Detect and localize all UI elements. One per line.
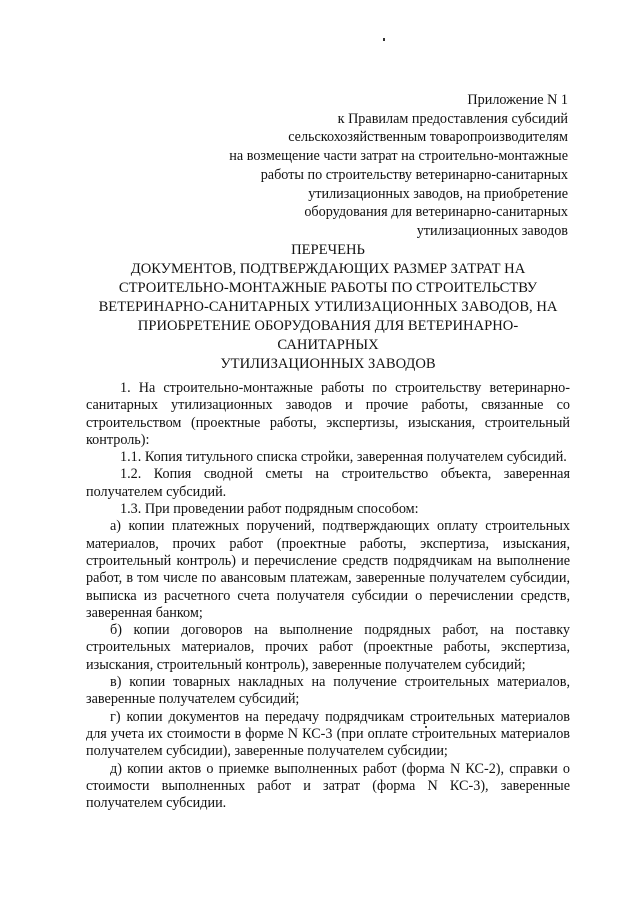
- document-body: [86, 380, 570, 812]
- appendix-line: сельскохозяйственным товаропроизводителям: [288, 129, 568, 146]
- item-1: 1. На строительно-монтажные работы по строительству ветеринарно-санитарных утилизационных заводов и прочие работы, связанные со строительством (проектные работы, экспертизы, изыскания, строительный контроль):: [86, 380, 570, 448]
- appendix-line: Приложение N 1: [467, 92, 568, 108]
- item-1-3: 1.3. При проведении работ подрядным способом:: [120, 501, 419, 518]
- item-b: б) копии договоров на выполнение подрядных работ, на поставку строительных материалов, прочих работ (проектные работы, экспертиза, изыскания, строительный контроль), заверенные получателем субсидий;: [86, 622, 570, 673]
- appendix-line: работы по строительству ветеринарно-санитарных: [260, 166, 568, 183]
- item-1-1: 1.1. Копия титульного списка стройки, заверенная получателем субсидий.: [120, 449, 567, 466]
- item-g: г) копии документов на передачу подрядчикам строительных материалов для учета их стоимости в форме N КС-3 (при оплате строительных материалов получателем субсидии), заверенные получателем субсидии;: [86, 708, 570, 760]
- appendix-block: [168, 91, 568, 241]
- item-d: д) копии актов о приемке выполненных работ (форма N КС-2), справки о стоимости выполненных работ и затрат (форма N КС-3), заверенные получателем субсидии.: [86, 760, 570, 812]
- document-title: [66, 241, 590, 374]
- item-v: в) копии товарных накладных на получение строительных материалов, заверенные получателем субсидий;: [86, 674, 570, 708]
- title-line: ПРИОБРЕТЕНИЕ ОБОРУДОВАНИЯ ДЛЯ ВЕТЕРИНАРНО-: [137, 318, 519, 334]
- appendix-line: оборудования для ветеринарно-санитарных: [304, 204, 568, 221]
- appendix-line: к Правилам предоставления субсидий: [337, 110, 568, 127]
- title-line: ДОКУМЕНТОВ, ПОДТВЕРЖДАЮЩИХ РАЗМЕР ЗАТРАТ НА: [130, 261, 526, 277]
- title-line: УТИЛИЗАЦИОННЫХ ЗАВОДОВ: [220, 356, 436, 372]
- title-line: САНИТАРНЫХ: [277, 337, 379, 353]
- appendix-line: утилизационных заводов, на приобретение: [308, 185, 568, 202]
- scan-speck: [383, 38, 385, 41]
- item-1-2: 1.2. Копия сводной сметы на строительство объекта, заверенная получателем субсидий.: [86, 466, 570, 500]
- title-line: СТРОИТЕЛЬНО-МОНТАЖНЫЕ РАБОТЫ ПО СТРОИТЕЛЬСТВУ: [118, 280, 538, 296]
- appendix-line: на возмещение части затрат на строительно-монтажные: [229, 148, 568, 165]
- item-a: а) копии платежных поручений, подтверждающих оплату строительных материалов, прочих работ (проектные работы, экспертиза, изыскания, строительный контроль) и перечисление средств подрядчикам на выполнение работ, в том числе по авансовым платежам, заверенные получателем субсидии, выписка из расчетного счета получателя субсидии о перечислении средств, заверенная банком;: [86, 518, 570, 621]
- title-line: ПЕРЕЧЕНЬ: [291, 242, 365, 258]
- title-line: ВЕТЕРИНАРНО-САНИТАРНЫХ УТИЛИЗАЦИОННЫХ ЗАВОДОВ, НА: [98, 299, 558, 315]
- appendix-line: утилизационных заводов: [416, 222, 568, 239]
